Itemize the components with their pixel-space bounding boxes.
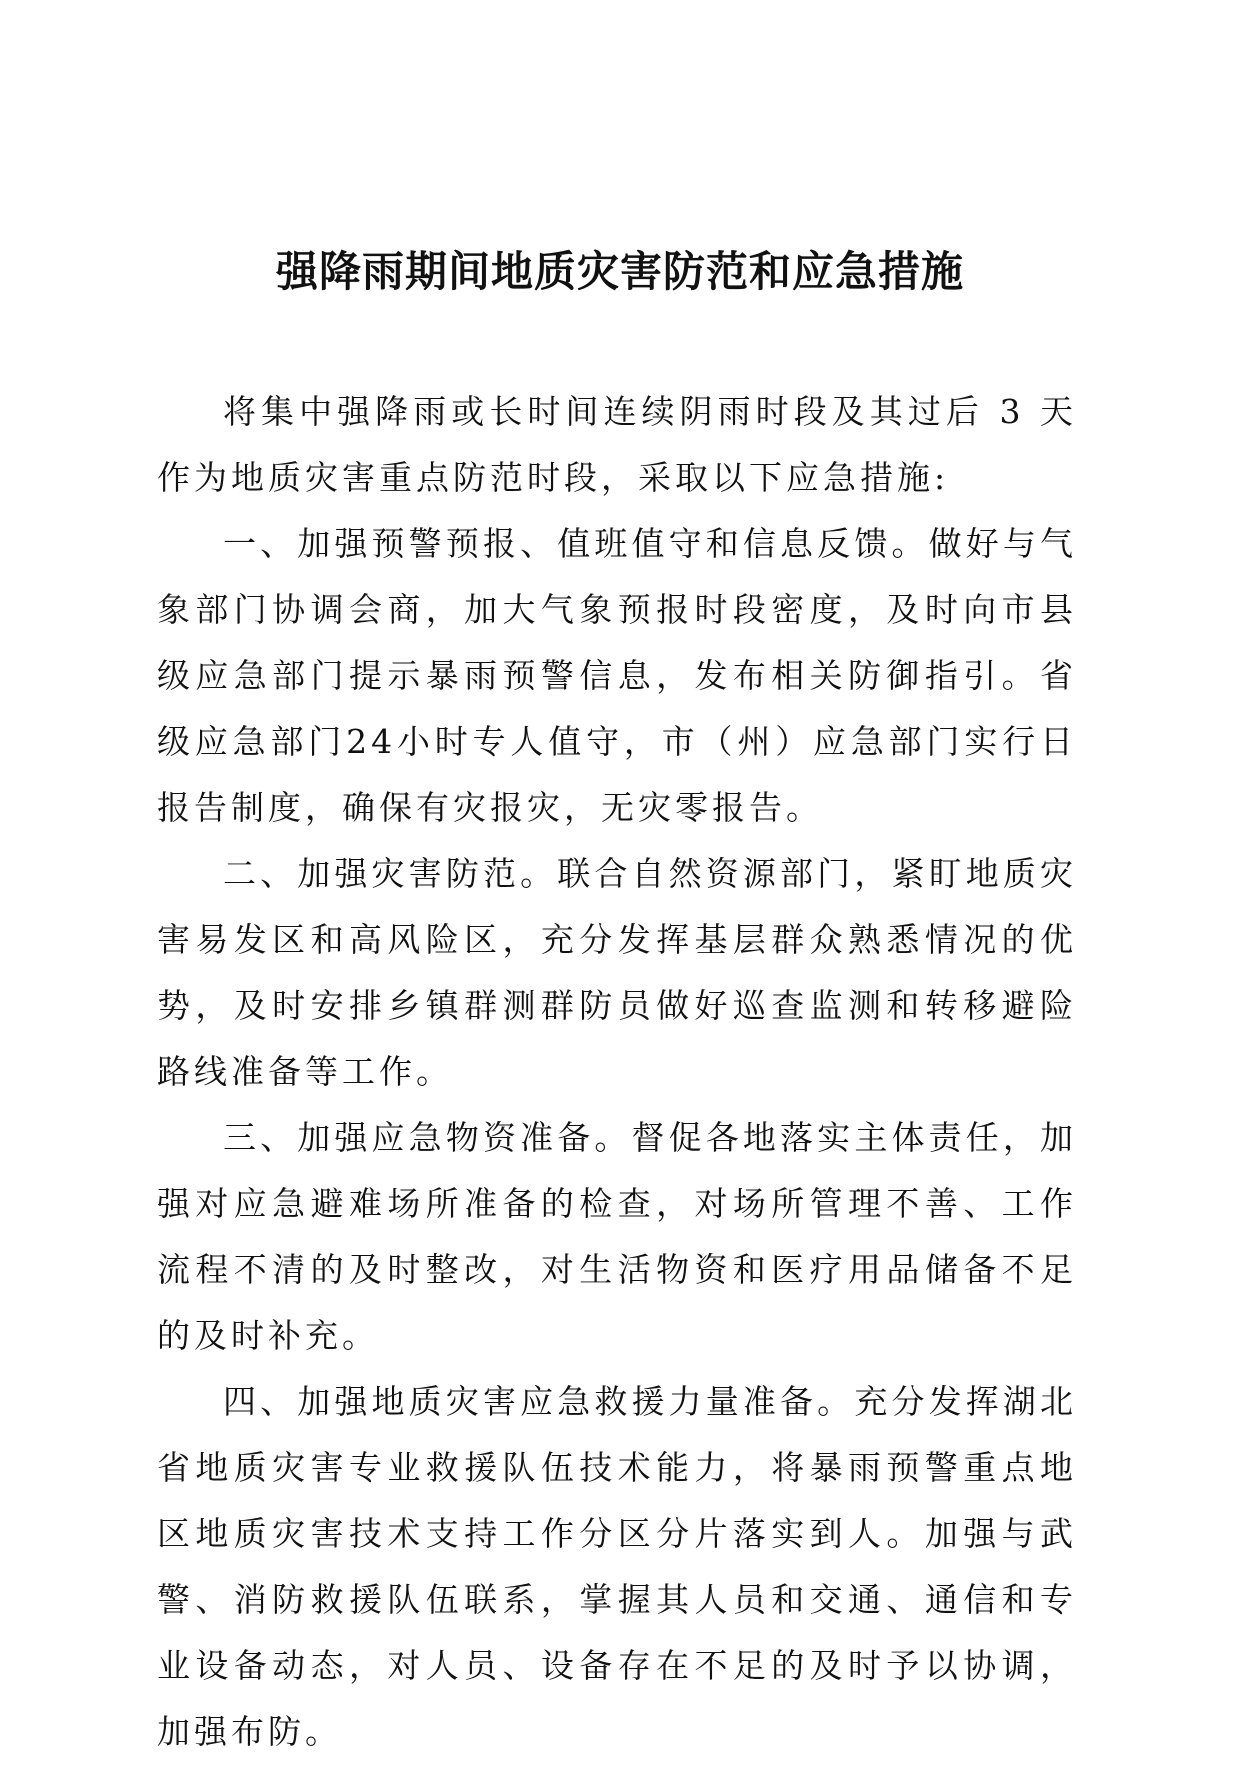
paragraph-measure-3: 三、加强应急物资准备。督促各地落实主体责任，加强对应急避难场所准备的检查，对场所管理不善、工作流程不清的及时整改，对生活物资和医疗用品储备不足的及时补充。	[157, 1118, 1077, 1355]
paragraph-measure-4: 四、加强地质灾害应急救援力量准备。充分发挥湖北省地质灾害专业救援队伍技术能力，将暴雨预警重点地区地质灾害技术支持工作分区分片落实到人。加强与武警、消防救援队伍联系，掌握其人员和交通、通信和专业设备动态，对人员、设备存在不足的及时予以协调，加强布防。	[157, 1382, 1077, 1751]
paragraph-intro: 将集中强降雨或长时间连续阴雨时段及其过后 3 天作为地质灾害重点防范时段，采取以下应急措施:	[157, 392, 1077, 497]
document-title: 强降雨期间地质灾害防范和应急措施	[275, 247, 964, 296]
paragraph-measure-1: 一、加强预警预报、值班值守和信息反馈。做好与气象部门协调会商，加大气象预报时段密度，及时向市县级应急部门提示暴雨预警信息，发布相关防御指引。省级应急部门24小时专人值守，市（州）应急部门实行日报告制度，确保有灾报灾，无灾零报告。	[157, 524, 1077, 827]
document-body	[157, 379, 1077, 1765]
paragraph-measure-2: 二、加强灾害防范。联合自然资源部门，紧盯地质灾害易发区和高风险区，充分发挥基层群众熟悉情况的优势，及时安排乡镇群测群防员做好巡查监测和转移避险路线准备等工作。	[157, 854, 1077, 1091]
